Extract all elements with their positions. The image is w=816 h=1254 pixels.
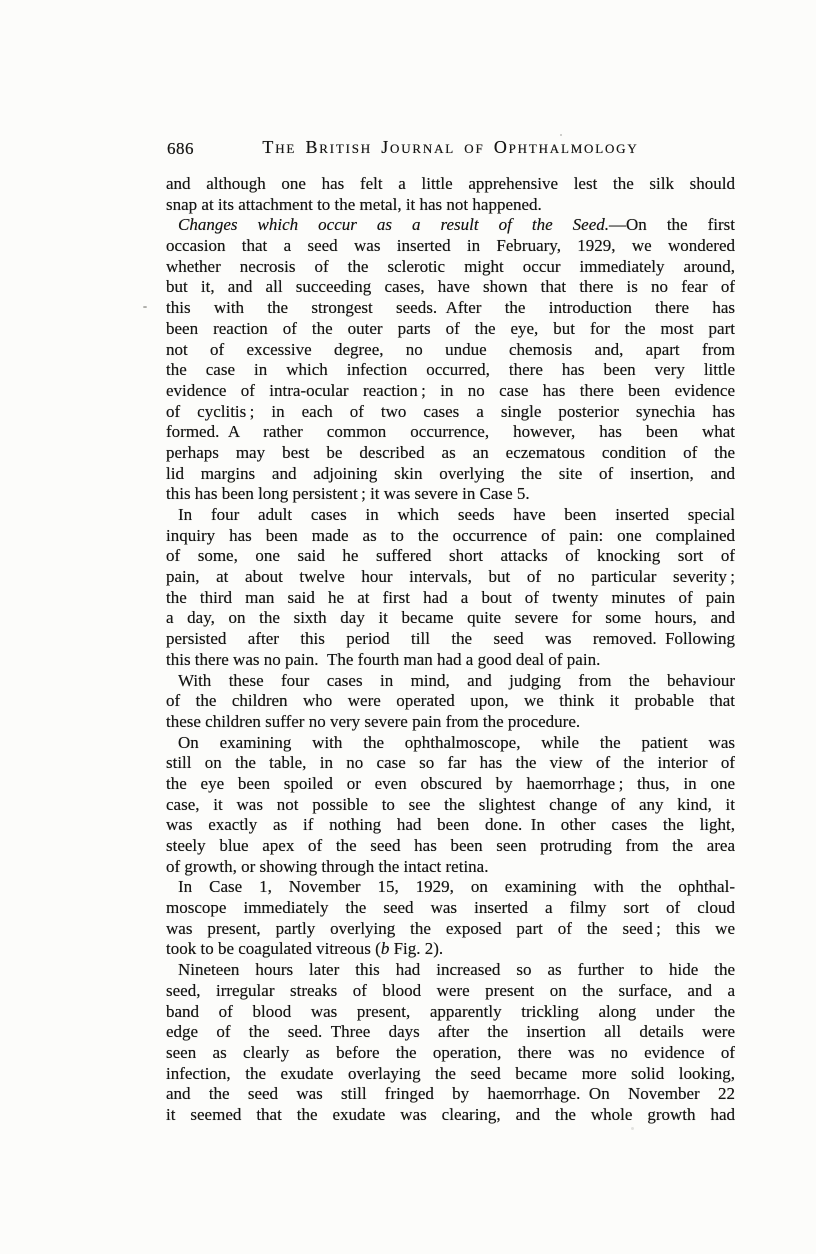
text-line: of cyclitis ; in each of two cases a single posterior synechia has (166, 401, 735, 421)
journal-title: The British Journal of Ophthalmology (262, 137, 639, 157)
text-line (166, 939, 735, 960)
text-line: of some, one said he suffered short attacks of knocking sort of (166, 546, 735, 566)
text-line: this there was no pain. The fourth man had a good deal of pain. (166, 649, 601, 669)
text-line: been reaction of the outer parts of the eye, but for the most part (166, 318, 735, 338)
text-line: lid margins and adjoining skin overlying the site of insertion, and (166, 463, 735, 483)
text-line: evidence of intra-ocular reaction ; in no case has there been evidence (166, 380, 735, 400)
text-line: the case in which infection occurred, there has been very little (166, 360, 735, 380)
text-line: Nineteen hours later this had increased so as further to hide the (178, 960, 735, 980)
text-line: In Case 1, November 15, 1929, on examining with the ophthal- (178, 877, 735, 897)
text-line: the third man said he at first had a bout of twenty minutes of pain (166, 587, 735, 607)
scan-speck (143, 306, 147, 308)
text-line: a day, on the sixth day it became quite severe for some hours, and (166, 608, 735, 628)
text-line: infection, the exudate overlaying the seed became more solid looking, (166, 1063, 735, 1083)
text-line: the eye been spoiled or even obscured by haemorrhage ; thus, in one (166, 773, 735, 793)
paragraph-continuation (166, 174, 735, 215)
text-run: Fig. 2). (389, 939, 444, 959)
paragraph-case1 (166, 877, 735, 960)
scan-speck (560, 134, 562, 136)
page-header (166, 137, 735, 159)
text-line: and although one has felt a little apprehensive lest the silk should (166, 174, 735, 193)
text-line: this with the strongest seeds. After the introduction there has (166, 298, 735, 318)
text-line: but it, and all succeeding cases, have shown that there is no fear of (166, 277, 735, 297)
text-line: seen as clearly as before the operation, there was no evidence of (166, 1042, 735, 1062)
text-line: In four adult cases in which seeds have been inserted special (178, 505, 735, 524)
paragraph-ophthalmoscope (166, 733, 735, 878)
scan-speck (631, 1127, 634, 1130)
text-line: case, it was not possible to see the slightest change of any kind, it (166, 794, 735, 814)
text-line: perhaps may best be described as an eczematous condition of the (166, 442, 735, 462)
text-line: With these four cases in mind, and judging from the behaviour (178, 670, 735, 690)
text-line: still on the table, in no case so far has the view of the interior of (166, 753, 735, 773)
paragraph-changes-seed (166, 215, 735, 505)
text-column (166, 174, 735, 1126)
text-line: inquiry has been made as to the occurrence of pain: one complained (166, 525, 735, 545)
page-number: 686 (167, 139, 194, 158)
text-line: was present, partly overlying the exposed part of the seed ; this we (166, 918, 735, 938)
text-line: formed. A rather common occurrence, however, has been what (166, 422, 735, 442)
text-run: took to be coagulated vitreous ( (166, 939, 381, 959)
text-line: of growth, or showing through the intact retina. (166, 856, 489, 876)
text-line: of the children who were operated upon, we think it probable that (166, 691, 735, 711)
text-line: it seemed that the exudate was clearing, and the whole growth had (166, 1104, 735, 1124)
text-line: persisted after this period till the seed was removed. Following (166, 629, 735, 649)
text-line: was exactly as if nothing had been done. In other cases the light, (166, 815, 735, 835)
text-line: seed, irregular streaks of blood were present on the surface, and a (166, 980, 735, 1000)
text-line: band of blood was present, apparently trickling along under the (166, 1001, 735, 1021)
text-line: pain, at about twelve hour intervals, but of no particular severity ; (166, 567, 735, 587)
text-line: On examining with the ophthalmoscope, while the patient was (178, 732, 735, 752)
text-line (166, 215, 735, 236)
text-line: whether necrosis of the sclerotic might occur immediately around, (166, 256, 735, 276)
text-line: and the seed was still fringed by haemorrhage. On November 22 (166, 1084, 735, 1104)
text-line: occasion that a seed was inserted in February, 1929, we wondered (166, 236, 735, 256)
paragraph-adult-pain (166, 505, 735, 671)
paragraph-nineteen-hours (166, 960, 735, 1126)
text-line: snap at its attachment to the metal, it has not happened. (166, 194, 542, 214)
text-run: —On the first (609, 215, 735, 235)
paragraph-children-pain (166, 671, 735, 733)
text-line: edge of the seed. Three days after the insertion all details were (166, 1022, 735, 1042)
text-line: not of excessive degree, no undue chemosis and, apart from (166, 339, 735, 359)
text-line: these children suffer no very severe pain from the procedure. (166, 711, 581, 731)
text-line: steely blue apex of the seed has been seen protruding from the area (166, 836, 735, 855)
italic-run-in-heading: Changes which occur as a result of the Seed. (178, 215, 610, 235)
text-line: this has been long persistent ; it was severe in Case 5. (166, 484, 530, 504)
text-line: moscope immediately the seed was inserted a filmy sort of cloud (166, 898, 735, 918)
figure-reference-italic: b (380, 939, 390, 959)
